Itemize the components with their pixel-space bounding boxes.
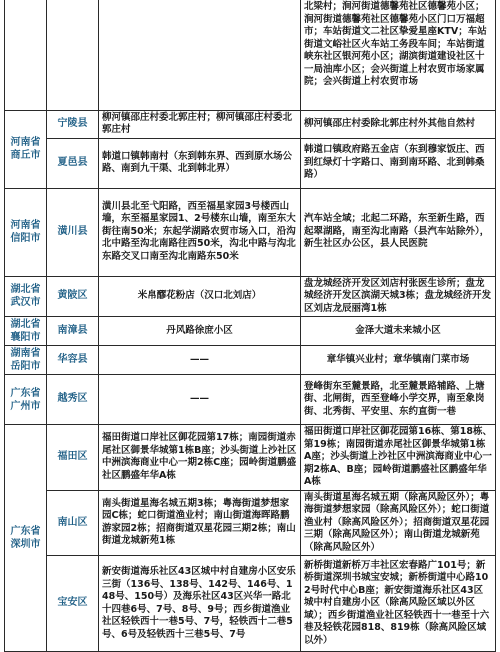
table-row (5, 425, 496, 491)
high-risk-cell: 南头街道星海名城五期3栋；粤海街道梦想家园C栋；蛇口街道渔业村；南山街道海晖路鹏游家园2栋；招商街道双星花园三期2栋；南山街道龙城新苑1栋 (99, 490, 301, 556)
city-cell: 广东省广州市 (5, 375, 47, 425)
county-cell: 华容县 (47, 346, 99, 375)
city-cell (5, 0, 47, 110)
county-cell: 宁陵县 (47, 110, 99, 138)
county-cell: 南漳县 (47, 317, 99, 346)
medium-risk-cell: 柳河镇邵庄村委除北郭庄村外其他自然村 (301, 110, 496, 138)
county-cell: 福田区 (47, 425, 99, 491)
table-row (5, 138, 496, 188)
city-cell: 湖北省武汉市 (5, 276, 47, 317)
county-cell: 黄陂区 (47, 276, 99, 317)
medium-risk-cell: 金泽大道未来城小区 (301, 317, 496, 346)
county-cell: 越秀区 (47, 375, 99, 425)
medium-risk-cell: 章华镇兴业村；章华镇南门菜市场 (301, 346, 496, 375)
table-row (5, 276, 496, 317)
county-cell: 南山区 (47, 490, 99, 556)
high-risk-cell: 丹风路徐庶小区 (99, 317, 301, 346)
high-risk-cell: —— (99, 346, 301, 375)
medium-risk-cell: 汽车站全域；北起二环路，东至新生路，西起翠湖路，南至沟北南路（县汽车站除外），新生社区办公区，县人民医院 (301, 188, 496, 276)
high-risk-cell: 韩道口镇韩南村（东到韩东界、西到原水场公路、南到九干渠、北到韩北界） (99, 138, 301, 188)
high-risk-cell (99, 0, 301, 110)
table-row (5, 110, 496, 138)
high-risk-cell: 福田街道口岸社区御花园第17栋；南园街道赤尾社区御景华城第1栋B座；沙头街道上沙社区中洲滨海商业中心一期2栋C座；园岭街道鹏盛社区鹏盛年华A栋 (99, 425, 301, 491)
high-risk-cell: —— (99, 375, 301, 425)
medium-risk-text: 北梁村；涧河街道德馨苑社区德馨苑小区；涧河街道德馨苑社区德馨苑小区门口万福超市；车站街道文二社区挚爱星座KTV；车站街道文峪社区火车站工务段车间；车站街道峡东社区银河苑小区；湖滨街道建设社区十一局油库小区；会兴街道上村农贸市场家属院；会兴街道上村农贸市场 (304, 1, 487, 87)
table-row (5, 188, 496, 276)
high-risk-cell: 柳河镇邵庄村委北郭庄村；柳河镇邵庄村委北郭庄村 (99, 110, 301, 138)
county-cell: 宝安区 (47, 556, 99, 652)
table-row (5, 375, 496, 425)
table-row (5, 490, 496, 556)
medium-risk-cell: 南头街道星海名城五期（除高风险区外）；粤海街道梦想家园（除高风险区外）；蛇口街道渔业村（除高风险区外）；招商街道双星花园三期（除高风险区外）；南山街道龙城新苑（除高风险区外） (301, 490, 496, 556)
city-cell: 湖南省岳阳市 (5, 346, 47, 375)
medium-risk-cell: 盘龙城经济开发区刘店村张医生诊所；盘龙城经济开发区滨湖天城3栋；盘龙城经济开发区刘店龙辰丽湾1栋 (301, 276, 496, 317)
risk-area-table (4, 0, 496, 652)
city-cell: 河南省商丘市 (5, 110, 47, 188)
county-cell: 潢川县 (47, 188, 99, 276)
high-risk-cell: 新安街道海乐社区43区城中村自建房小区安乐三街（136号、138号、142号、146号、148号、150号）及海乐社区43区兴华一路北十四巷6号、7号、8号、9号；西乡街道渔业社区轻铁西十一巷5号、7号，轻铁西十二巷5号、6号及轻铁西十三巷5号、7号 (99, 556, 301, 652)
medium-risk-cell: 福田街道口岸社区御花园第16栋、第18栋、第19栋；南园街道赤尾社区御景华城第1栋A座；沙头街道上沙社区中洲滨海商业中心一期2栋A、B座；园岭街道鹏盛社区鹏盛年华A栋 (301, 425, 496, 491)
medium-risk-cell: 新桥街道新桥万丰社区宏春路广101号；新桥街道深圳书城宝安城；新桥街道中心路102号时代中心B座；新安街道海乐社区43区城中村自建房小区（除高风险区域以外区域）；西乡街道渔业社区轻铁西十一巷至十六巷及轻铁花园818、819栋（除高风险区域以外） (301, 556, 496, 652)
county-cell (47, 0, 99, 110)
city-cell: 广东省深圳市 (5, 425, 47, 652)
medium-risk-cell (301, 0, 496, 110)
table-row (5, 556, 496, 652)
county-cell: 夏邑县 (47, 138, 99, 188)
high-risk-cell: 米帛醪花粉店（汉口北刘店） (99, 276, 301, 317)
city-cell: 湖北省襄阳市 (5, 317, 47, 346)
table-row (5, 317, 496, 346)
city-cell: 河南省信阳市 (5, 188, 47, 276)
table-row (5, 0, 496, 110)
medium-risk-cell: 韩道口镇政府路五金店（东到穆家饭庄、西到红绿灯十字路口、南到南环路、北到韩桑路） (301, 138, 496, 188)
medium-risk-cell: 登峰街东至麓景路，北至麓景路辅路、上塘街、北闸街，西至登峰小学交界，南至象岗街、北秀街、平安里、东约直街一巷 (301, 375, 496, 425)
table-row (5, 346, 496, 375)
high-risk-cell: 潢川县北至弋阳路，西至福星家园3号楼西山墙，东至福星家园1、2号楼东山墙，南至东大街往南50米；东起学湖路农贸市场入口，沿沟北中路至沟北南路往西50米，沟北中路与沟北东路交叉口南至沟北南路东50米 (99, 188, 301, 276)
